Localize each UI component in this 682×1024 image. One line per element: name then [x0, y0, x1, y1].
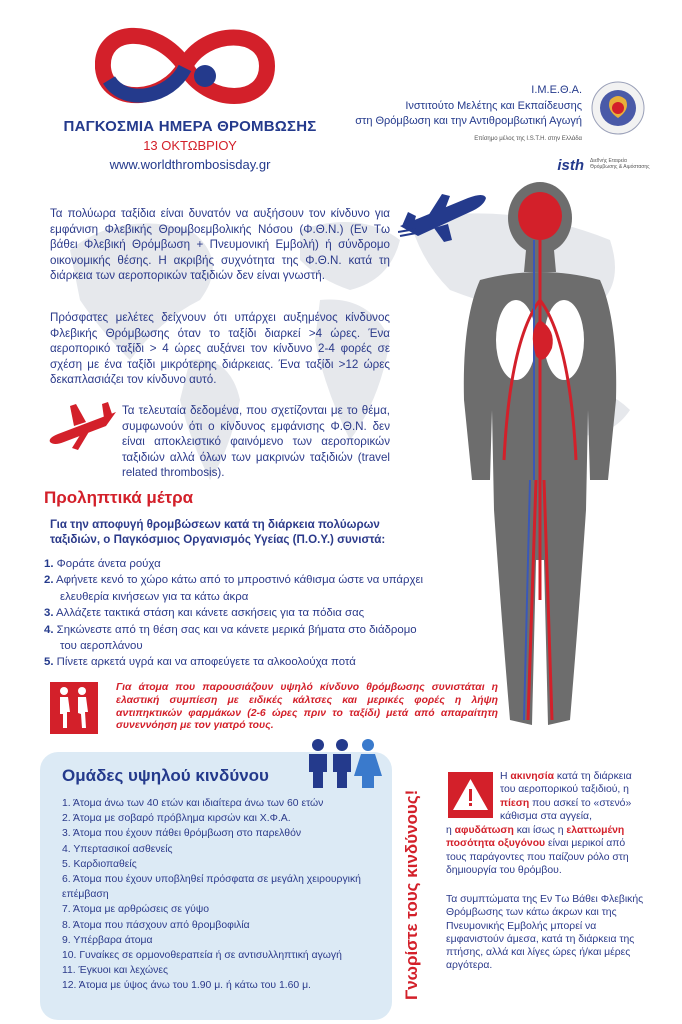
list-item: 11. Έγκυοι και λεχώνες: [62, 965, 168, 977]
list-item: 1. Φοράτε άνετα ρούχα: [44, 558, 161, 570]
know-risks-vertical-title: Γνωρίστε τους κινδύνους!: [402, 789, 421, 1000]
list-item: 4. Υπερτασικοί ασθενείς: [62, 843, 173, 855]
human-circulation-figure: [440, 180, 630, 740]
list-item: 5. Καρδιοπαθείς: [62, 858, 137, 870]
event-date: 13 ΟΚΤΩΒΡΙΟΥ: [143, 138, 237, 153]
list-item: 2. Αφήνετε κενό το χώρο κάτω από το μπροστινό κάθισμα ώστε να υπάρχει ελευθερία κινήσεων για τα κάτω άκρα: [44, 574, 424, 603]
warning-sign-icon: [448, 772, 493, 818]
list-item: 3. Άτομα που έχουν πάθει θρόμβωση στο παρελθόν: [62, 828, 302, 840]
list-item: 12. Άτομα με ύψος άνω του 1.90 μ. ή κάτω του 1.60 μ.: [62, 980, 311, 992]
org-name: [355, 99, 582, 129]
intro-paragraph-1: Τα πολύωρα ταξίδια είναι δυνατόν να αυξήσουν τον κίνδυνο για εμφάνιση Φλεβικής Θρομβοεμβολικής Νόσου (Φ.Θ.Ν.) (Εν Τω βάθει Φλεβική Θρόμβωση + Πνευμονική Εμβολή) ή σύνδρομο οικονομικής θέσης. Η ακριβής συχνότητα της Φ.Θ.Ν. κατά τη διάρκεια των αεροπορικών ταξιδιών δεν είναι γνωστή.: [50, 207, 390, 282]
website-link[interactable]: www.worldthrombosisday.gr: [109, 157, 271, 172]
list-item: 7. Άτομα με αρθρώσεις σε γύψο: [62, 904, 210, 916]
imetha-seal-logo: [590, 80, 646, 136]
risk-groups-list: [62, 796, 382, 994]
isth-logo: isth: [557, 157, 584, 174]
symptoms-text: Τα συμπτώματα της Εν Τω Βάθει Φλεβικής Θρόμβωσης των κάτω άκρων και της Πνευμονικής Εμβολής μπορεί να εμφανιστούν άμεσα, κατά τη διάρκεια της πτήσης, αλλά και λίγες ώρες ή/και μέρες αργότερα.: [446, 894, 644, 972]
list-item: 5. Πίνετε αρκετά υγρά και να αποφεύγετε τα αλκοολούχα ποτά: [44, 656, 356, 669]
org-abbreviation: Ι.Μ.Ε.Θ.Α.: [531, 84, 582, 96]
risk-factors-text-1: Η ακινησία κατά τη διάρκεια του αεροπορικού ταξιδιού, η πίεση που ασκεί το «στενό» κάθισμα στα αγγεία,: [500, 771, 632, 822]
list-item: 6. Άτομα που έχουν υποβληθεί πρόσφατα σε μεγάλη χειρουργική επέμβαση: [62, 874, 361, 901]
risk-groups-heading: Ομάδες υψηλού κινδύνου: [62, 766, 269, 785]
world-thrombosis-day-logo: [95, 18, 275, 113]
prevention-list: [44, 556, 424, 671]
org-subtitle: Επίσημο μέλος της I.S.T.H. στην Ελλάδα: [474, 136, 582, 142]
airplane-red-icon: [46, 400, 118, 452]
list-item: 8. Άτομα που πάσχουν από θρομβοφιλία: [62, 919, 250, 931]
page-title: ΠΑΓΚΟΣΜΙΑ ΗΜΕΡΑ ΘΡΟΜΒΩΣΗΣ: [63, 118, 317, 135]
prevention-heading: Προληπτικά μέτρα: [44, 488, 194, 507]
org-name-line1: Ινστιτούτο Μελέτης και Εκπαίδευσης: [405, 100, 582, 112]
intro-paragraph-3: Τα τελευταία δεδομένα, που σχετίζονται με το θέμα, συμφωνούν ότι ο κίνδυνος εμφάνισης Φ.Θ.Ν. δεν είναι αποκλειστικό φαινόμενο των αεροπορικών ταξιδιών αλλά όλων των μακρινών ταξιδιών (travel related thrombosis).: [122, 404, 390, 479]
isth-subtitle: Διεθνής Εταιρεία Θρόμβωσης & Αιμόστασης: [590, 158, 650, 170]
prevention-intro: Για την αποφυγή θρομβώσεων κατά τη διάρκεια πολύωρων ταξιδιών, ο Παγκόσμιος Οργανισμός Υγείας (Π.Ο.Υ.) συνιστά:: [50, 518, 386, 546]
list-item: 4. Σηκώνεστε από τη θέση σας και να κάνετε μερικά βήματα στο διάδρομο του αεροπλάνου: [44, 623, 417, 653]
people-group-icon: [304, 738, 390, 788]
intro-paragraph-2: Πρόσφατες μελέτες δείχνουν ότι υπάρχει αυξημένος κίνδυνος Φλεβικής Θρόμβωσης όταν το ταξίδι διαρκεί >4 ώρες. Ένα αεροπορικό ταξίδι > 4 ώρες αυξάνει τον κίνδυνο 2-4 φορές σε σχέση με ένα ταξίδι μικρότερης διάρκειας. Ένα ταξίδι >12 ώρες δεκαπλασιάζει τον κίνδυνο αυτό.: [50, 311, 390, 386]
list-item: 1. Άτομα άνω των 40 ετών και ιδιαίτερα άνω των 60 ετών: [62, 798, 324, 809]
risk-factors-text-2: η αφυδάτωση και ίσως η ελαττωμένη ποσότητα οξυγόνου είναι μερικοί από τους παράγοντες που παίζουν ρόλο στη δημιουργία του θρόμβου.: [446, 825, 629, 876]
walking-people-icon: [50, 682, 98, 734]
list-item: 3. Αλλάζετε τακτικά στάση και κάνετε ασκήσεις για τα πόδια σας: [44, 607, 365, 620]
list-item: 10. Γυναίκες σε ορμονοθεραπεία ή σε αντισυλληπτική αγωγή: [62, 950, 342, 962]
list-item: 2. Άτομα με σοβαρό πρόβλημα κιρσών και Χ.Φ.Α.: [62, 813, 291, 825]
list-item: 9. Υπέρβαρα άτομα: [62, 934, 153, 946]
org-name-line2: στη Θρόμβωση και την Αντιθρομβωτική Αγωγή: [355, 115, 582, 127]
high-risk-recommendation: Για άτομα που παρουσιάζουν υψηλό κίνδυνο θρόμβωσης συνιστάται η ελαστική συμπίεση με ειδικές κάλτσες και μερικές φορές η λήψη αντιπηκτικών φαρμάκων (2-6 ώρες πριν το ταξίδι) μετά από απαραίτητη συνεννόηση με τον γιατρό τους.: [116, 682, 498, 732]
